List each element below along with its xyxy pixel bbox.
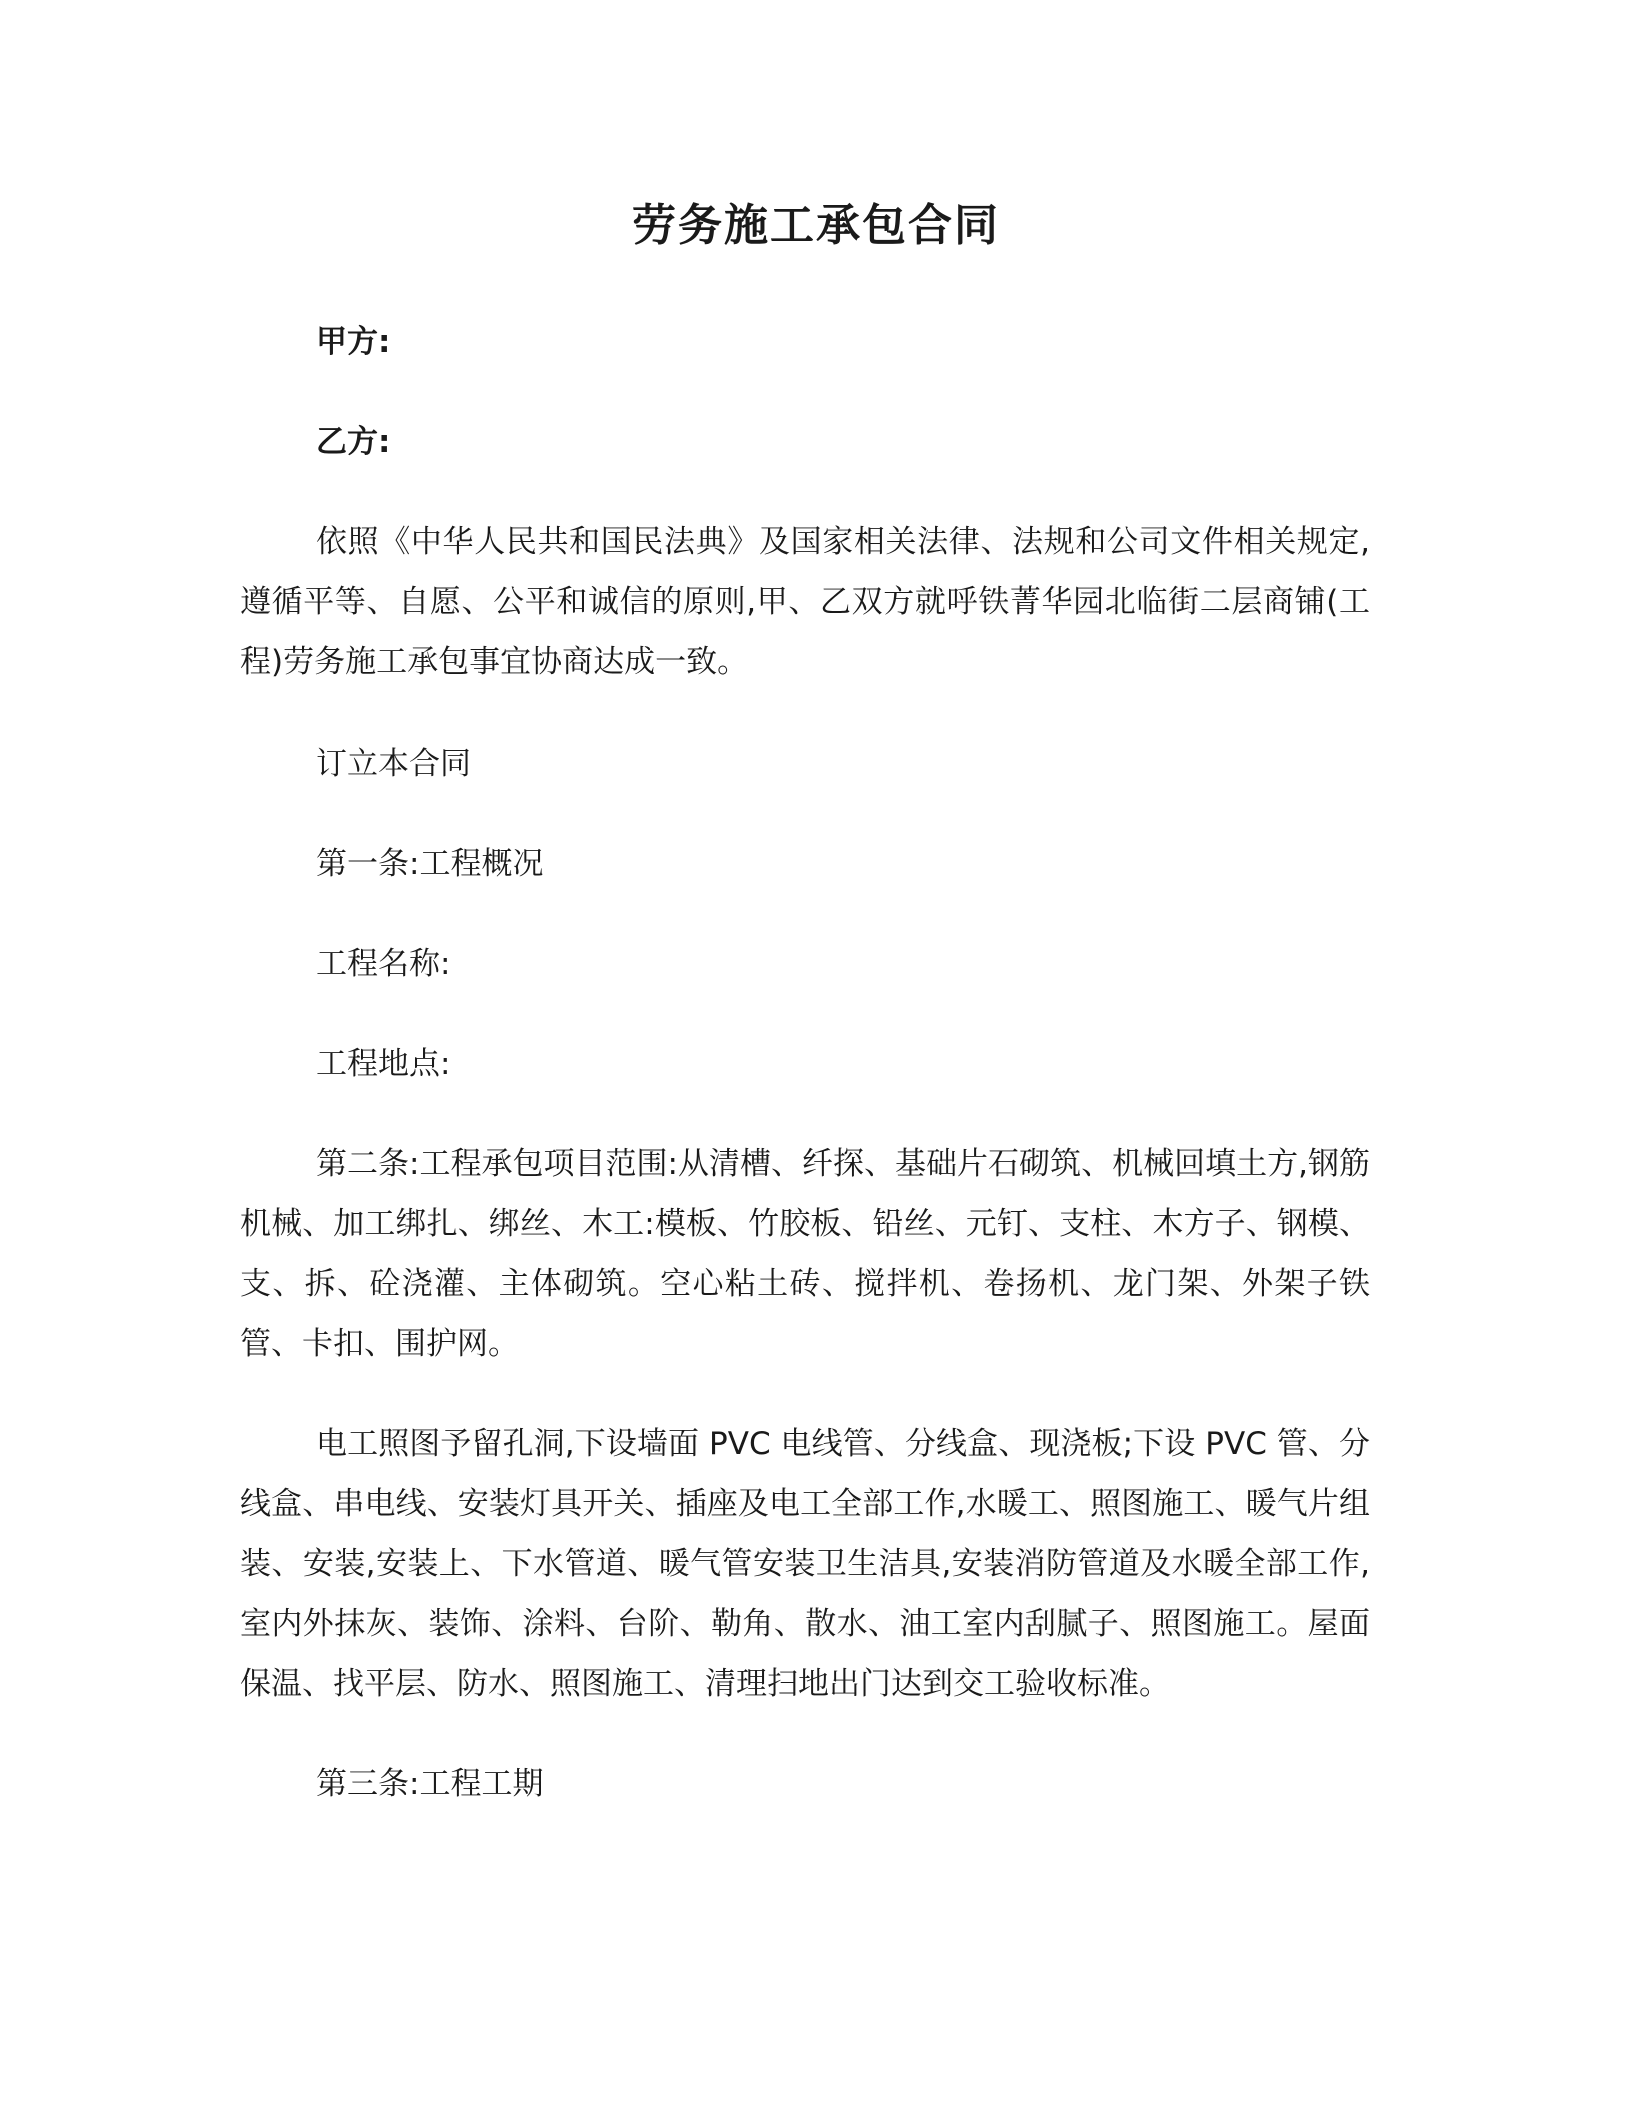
article-1-heading: 第一条:工程概况	[316, 846, 544, 882]
party-a-label: 甲方:	[316, 324, 391, 360]
conclude-line: 订立本合同	[316, 746, 471, 782]
party-b-label: 乙方:	[316, 424, 391, 460]
article-2-paragraph: 第二条:工程承包项目范围:从清槽、纤探、基础片石砌筑、机械回填土方,钢筋机械、加工绑扎、绑丝、木工:模板、竹胶板、铅丝、元钉、支柱、木方子、钢模、支、拆、砼浇灌、主体砌筑。空心粘土砖、搅拌机、卷扬机、龙门架、外架子铁管、卡扣、围护网。	[240, 1146, 1370, 1362]
intro-paragraph: 依照《中华人民共和国民法典》及国家相关法律、法规和公司文件相关规定,遵循平等、自愿、公平和诚信的原则,甲、乙双方就呼铁菁华园北临街二层商铺(工程)劳务施工承包事宜协商达成一致。	[240, 524, 1370, 680]
project-name-label: 工程名称:	[316, 946, 451, 982]
article-3-heading: 第三条:工程工期	[316, 1766, 544, 1802]
article-2-continued-paragraph: 电工照图予留孔洞,下设墙面 PVC 电线管、分线盒、现浇板;下设 PVC 管、分线盒、串电线、安装灯具开关、插座及电工全部工作,水暖工、照图施工、暖气片组装、安装,安装上、下水管道、暖气管安装卫生洁具,安装消防管道及水暖全部工作,室内外抹灰、装饰、涂料、台阶、勒角、散水、油工室内刮腻子、照图施工。屋面保温、找平层、防水、照图施工、清理扫地出门达到交工验收标准。	[240, 1426, 1370, 1702]
document-title: 劳务施工承包合同	[632, 200, 1000, 251]
project-location-label: 工程地点:	[316, 1046, 451, 1082]
